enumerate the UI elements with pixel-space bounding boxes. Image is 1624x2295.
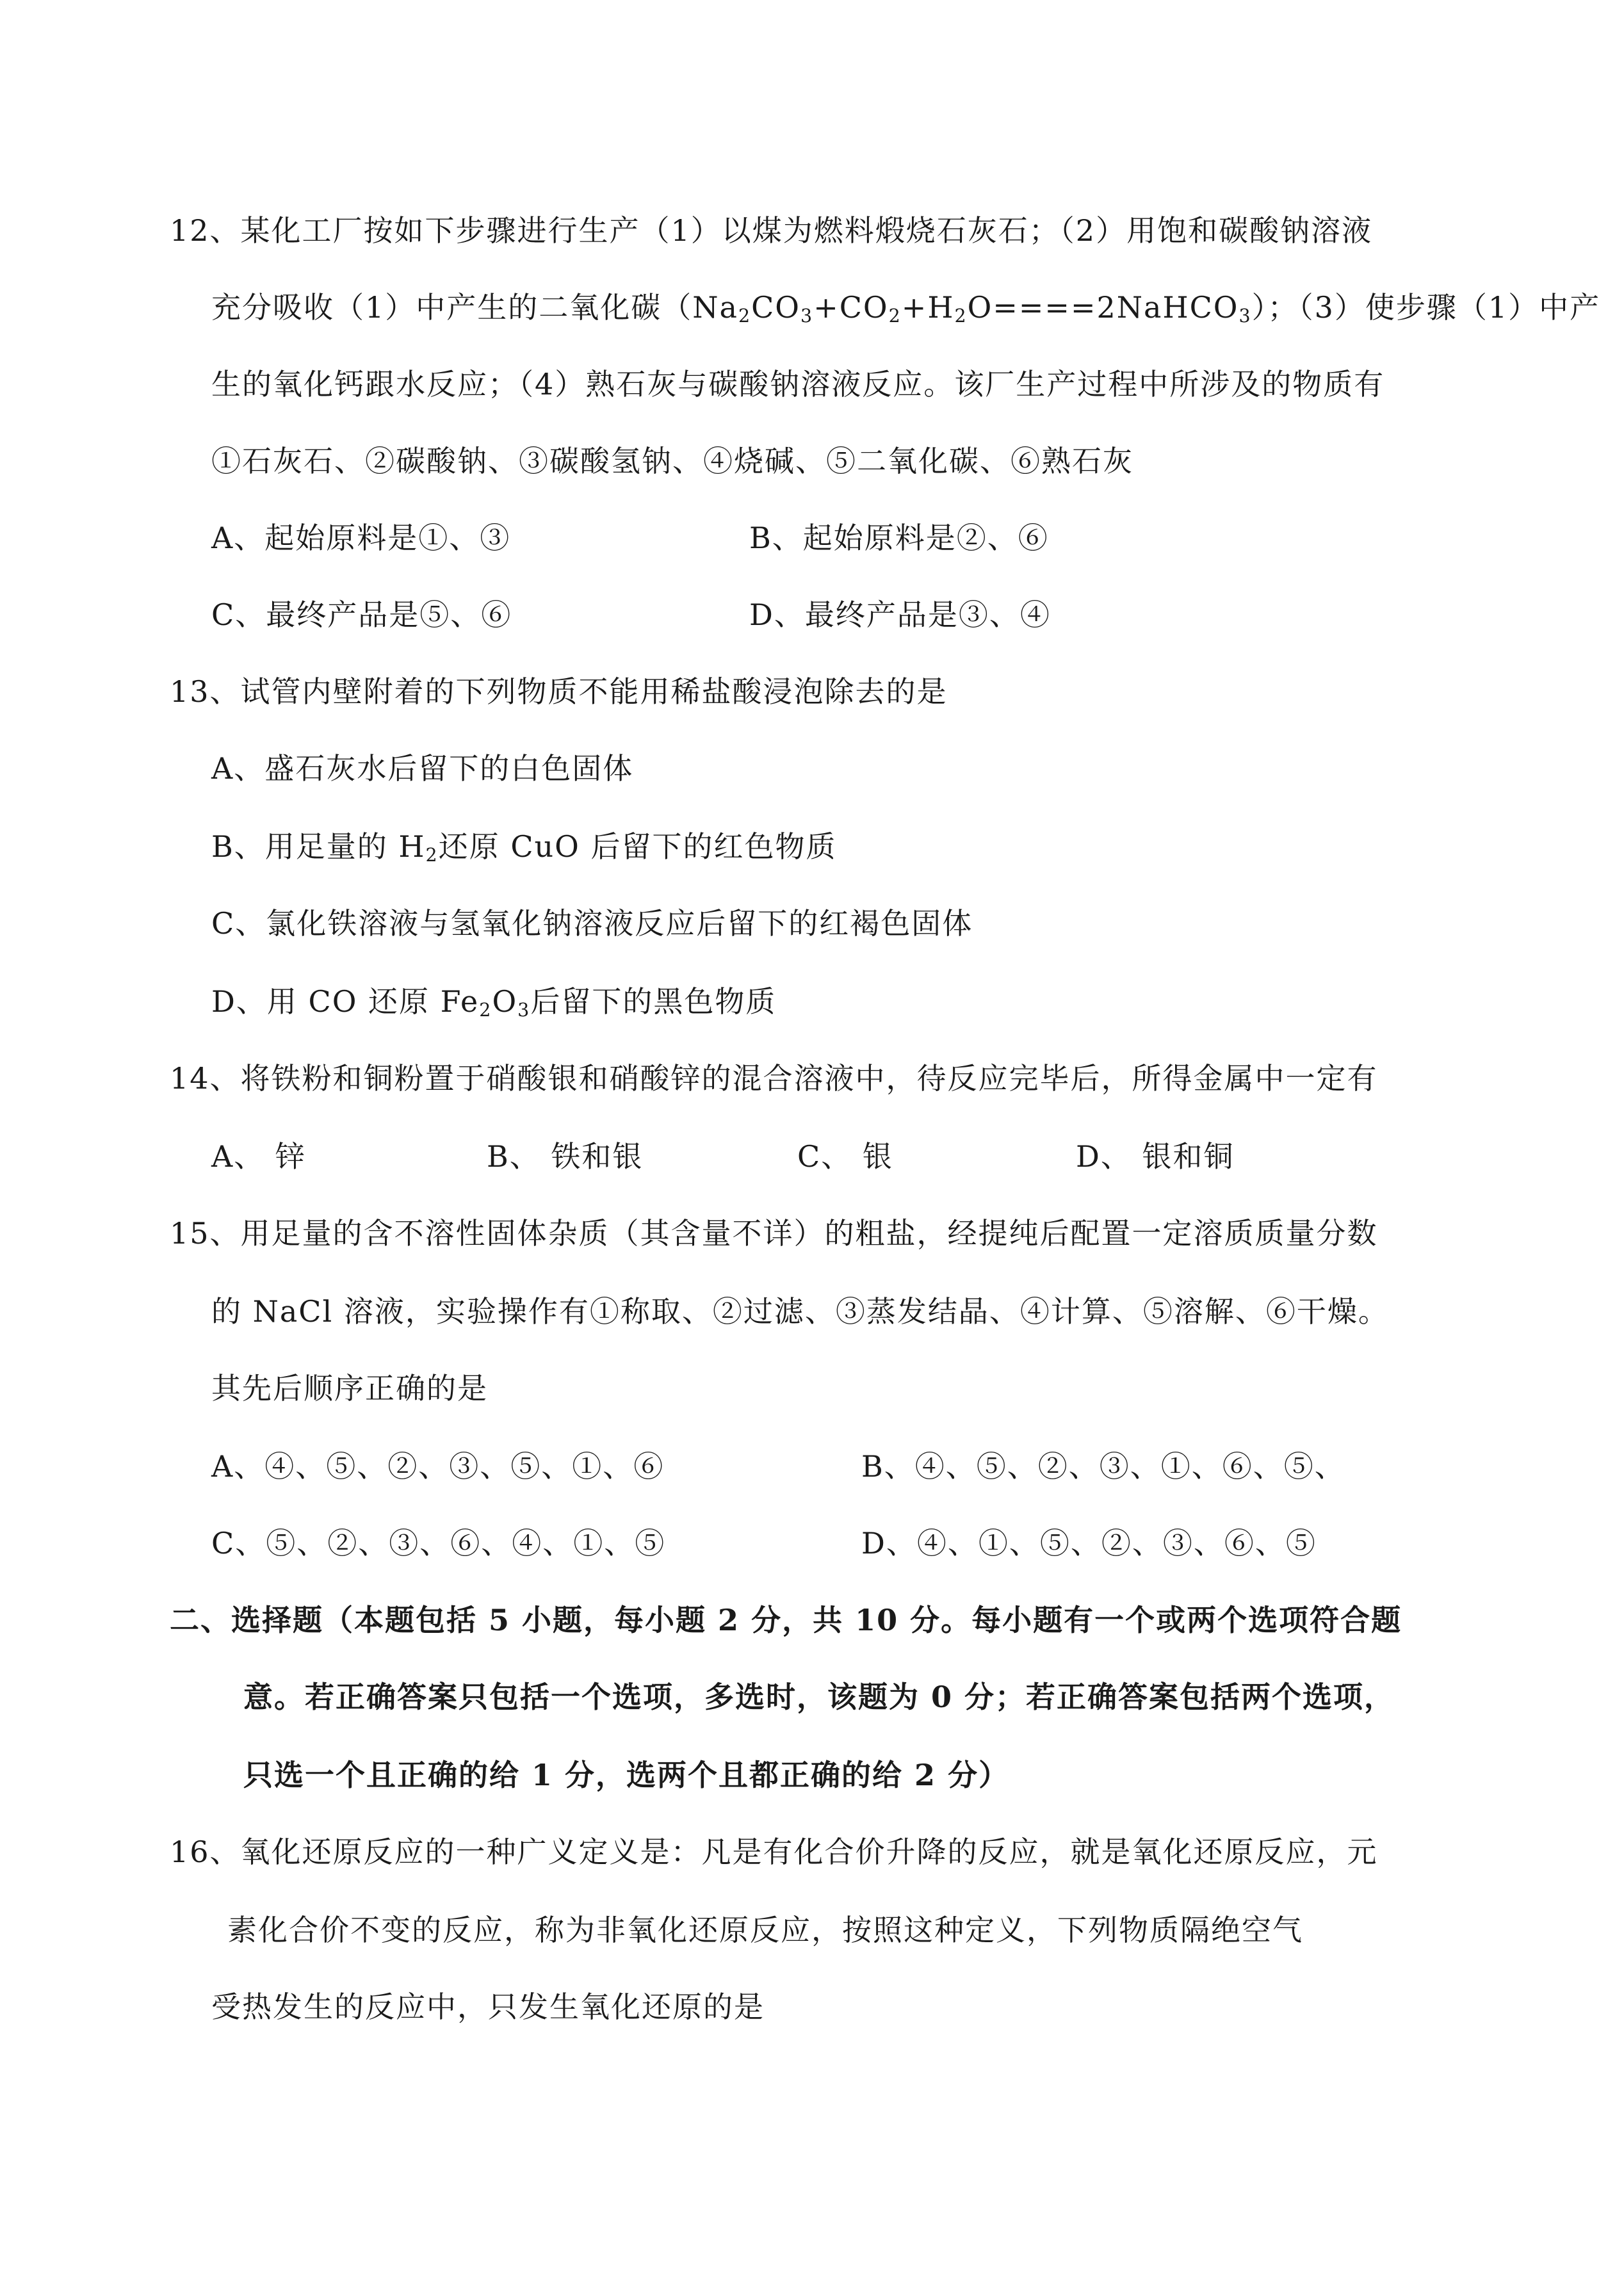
subscript: 2 [954, 305, 968, 327]
q16-stem-line-1: 16、氧化还原反应的一种广义定义是：凡是有化合价升降的反应，就是氧化还原反应，元 [170, 1835, 1378, 1869]
q15-option-b: B、④、⑤、②、③、①、⑥、⑤、 [861, 1449, 1345, 1484]
section-2-heading-line-2: 意。若正确答案只包括一个选项，多选时，该题为 0 分；若正确答案包括两个选项， [243, 1680, 1395, 1714]
text-segment: CO [751, 290, 801, 325]
text-segment: D、用 CO 还原 Fe [211, 984, 480, 1019]
q13-option-c: C、氯化铁溶液与氢氧化钠溶液反应后留下的红褐色固体 [211, 906, 973, 941]
section-2-heading-line-3: 只选一个且正确的给 1 分，选两个且都正确的给 2 分） [243, 1758, 1010, 1792]
q16-stem-line-2: 素化合价不变的反应，称为非氧化还原反应，按照这种定义，下列物质隔绝空气 [227, 1913, 1303, 1947]
q13-stem: 13、试管内壁附着的下列物质不能用稀盐酸浸泡除去的是 [170, 674, 948, 709]
q12-stem-line-4: ①石灰石、②碳酸钠、③碳酸氢钠、④烧碱、⑤二氧化碳、⑥熟石灰 [211, 444, 1133, 478]
text-segment: +H [901, 290, 955, 325]
subscript: 2 [888, 305, 902, 327]
subscript: 3 [1238, 305, 1252, 327]
q15-stem-line-2: 的 NaCl 溶液，实验操作有①称取、②过滤、③蒸发结晶、④计算、⑤溶解、⑥干燥。 [211, 1294, 1389, 1329]
text-segment: ）；（3）使步骤（1）中产 [1251, 290, 1601, 325]
text-segment: 充分吸收（1）中产生的二氧化碳（Na [211, 290, 738, 325]
q12-stem-line-2 [211, 288, 1600, 327]
text-segment: O====2NaHCO [967, 290, 1239, 325]
q13-option-d [211, 982, 776, 1021]
subscript: 2 [479, 1000, 492, 1021]
q12-stem-line-1: 12、某化工厂按如下步骤进行生产（1）以煤为燃料煅烧石灰石；（2）用饱和碳酸钠溶液 [170, 213, 1373, 248]
text-segment: B、用足量的 H [211, 829, 426, 864]
text-segment: +CO [813, 290, 889, 325]
q14-option-a: A、 锌 [211, 1139, 306, 1174]
text-segment: 后留下的黑色物质 [530, 984, 777, 1019]
q13-option-a: A、盛石灰水后留下的白色固体 [211, 751, 634, 786]
subscript: 2 [425, 845, 439, 866]
subscript: 2 [738, 305, 752, 327]
q15-stem-line-3: 其先后顺序正确的是 [211, 1371, 488, 1406]
section-2-heading-line-1: 二、选择题（本题包括 5 小题，每小题 2 分，共 10 分。每小题有一个或两个选项符合题 [170, 1603, 1402, 1637]
q15-option-d: D、④、①、⑤、②、③、⑥、⑤ [861, 1526, 1317, 1561]
q15-option-a: A、④、⑤、②、③、⑤、①、⑥ [211, 1449, 665, 1484]
text-segment: 还原 CuO 后留下的红色物质 [438, 829, 837, 864]
q14-option-d: D、 银和铜 [1076, 1139, 1235, 1174]
q12-option-d: D、最终产品是③、④ [749, 597, 1051, 632]
q12-option-b: B、起始原料是②、⑥ [749, 521, 1049, 555]
text-segment: O [492, 984, 518, 1019]
q14-option-c: C、 银 [797, 1139, 893, 1174]
q12-option-c: C、最终产品是⑤、⑥ [211, 597, 512, 632]
q14-option-b: B、 铁和银 [487, 1139, 644, 1174]
q12-option-a: A、起始原料是①、③ [211, 521, 511, 555]
q16-stem-line-3: 受热发生的反应中，只发生氧化还原的是 [211, 1990, 765, 2024]
q13-option-b [211, 827, 836, 866]
subscript: 3 [800, 305, 814, 327]
subscript: 3 [517, 1000, 531, 1021]
q12-stem-line-3: 生的氧化钙跟水反应；（4）熟石灰与碳酸钠溶液反应。该厂生产过程中所涉及的物质有 [211, 367, 1385, 401]
q15-stem-line-1: 15、用足量的含不溶性固体杂质（其含量不详）的粗盐，经提纯后配置一定溶质质量分数 [170, 1216, 1378, 1251]
q14-stem: 14、将铁粉和铜粉置于硝酸银和硝酸锌的混合溶液中，待反应完毕后，所得金属中一定有 [170, 1061, 1378, 1096]
q15-option-c: C、⑤、②、③、⑥、④、①、⑤ [211, 1526, 666, 1561]
